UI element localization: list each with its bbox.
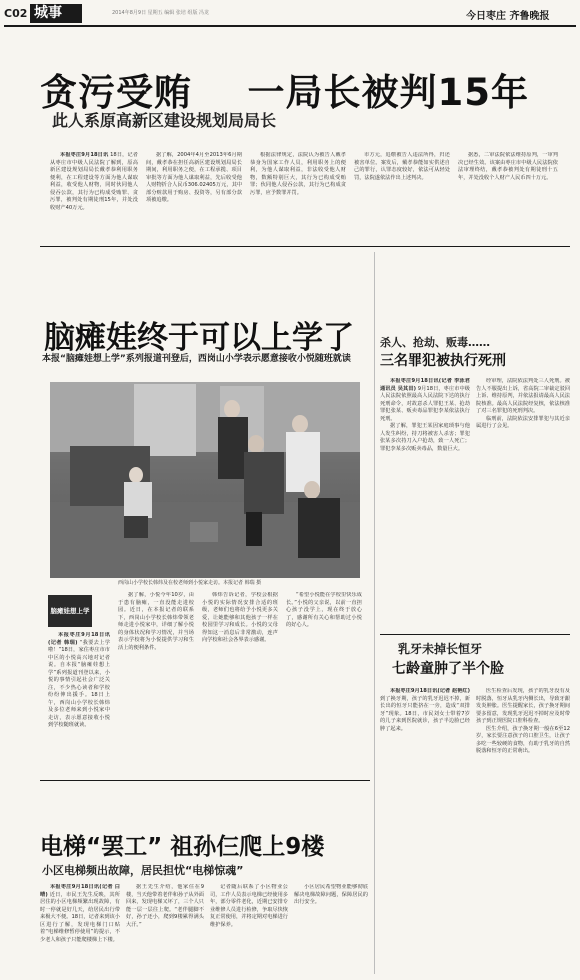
family-visit-photo [50, 382, 360, 578]
story2-text-2: 据了解，小悦今年10岁，由于患有脑瘫，一直没能走进校园。近日，在本报记者的联系下，西岗山小学校长韩炜带领老师走进小悦家中，详细了解小悦的身体状况和学习情况，并当场表示学校将为小悦提供学习和生活上的便利条件。 [118, 592, 194, 651]
story3-col-4 [294, 884, 368, 974]
story2-col-3 [202, 592, 278, 770]
story4-text-2: 据了解，罪犯王某因家庭琐事与他人发生纠纷，持刀将被害人杀害；罪犯张某多次持刀入户抢劫，致一人死亡；罪犯李某多次贩卖毒品，数量巨大。 [380, 423, 470, 452]
story5-col-1 [380, 688, 470, 974]
story1-headline: 贪污受贿 一局长被判15年 [40, 71, 530, 114]
story3-text-4: 小区居民希望物业能够彻底解决电梯故障问题，保障居民的出行安全。 [294, 884, 368, 905]
newspaper-brand: 今日枣庄 齐鲁晚报 [466, 11, 550, 22]
story3-text-3: 记者随后联系了小区物业公司，工作人员表示电梯已经使用多年，部分零件老化，近期已安排专业维修人员进行检修，争取尽快恢复正常使用，并将定期对电梯进行维护保养。 [210, 884, 288, 928]
story3-subhead: 小区电梯频出故障，居民担忧“电梯惊魂” [42, 864, 244, 877]
story3-col-2 [126, 884, 204, 974]
story2-text-3: 韩炜告诉记者，学校会根据小悦的实际情况安排合适的班级，老师们也将给予小悦更多关爱，让她能够和其他孩子一样在校园里学习和成长。小悦的父母得知这一消息后非常激动，连声向学校和社会各界表示感谢。 [202, 592, 278, 643]
story3-col-3 [210, 884, 288, 974]
story4-col-2 [476, 378, 570, 632]
story5-rule [380, 634, 570, 635]
story1-col-5 [458, 152, 558, 238]
story3-text-1: 近日，市民王先生反映，其所居住的小区电梯频繁出现故障，有时一停就是好几天，给居民出行带来极大不便。18日，记者来到该小区进行了解，发现电梯门口贴着“电梯维修暂停使用”的提示，不少老人和孩子只能爬楼梯上下楼。 [40, 891, 120, 943]
story1-text-1: 18日，记者从枣庄市中级人民法院了解到，原高新区建设规划局局长戴孝恭利用职务便利，在工程建设等方面为他人谋取利益，收受他人财物，同时伙同他人侵吞公款，其行为已构成受贿罪、贪污罪，被判处有期徒刑15年，并处没收财产40万元。 [50, 152, 138, 211]
story4-headline: 杀人、抢劫、贩毒…… [380, 336, 490, 349]
story5-subhead: 七龄童肿了半个脸 [392, 661, 504, 677]
story4-byline: 本报枣庄9月18日讯(记者 李泳君 通讯员 吴其田) [380, 378, 470, 392]
masthead-rule [4, 25, 576, 27]
story1-text-2: 据了解，2004年4月至2013年6月期间，戴孝恭在担任高新区建设规划局局长期间，利用职务之便，在工程承揽、项目审批等方面为他人谋取利益，先后收受他人财物折合人民币306.02405万元，其中部分赃款用于购房、投资等，另有部分款项被追缴。 [146, 152, 242, 203]
story1-text-5: 据悉，二审法院依法维持原判，一审判决已经生效。该案由枣庄市中级人民法院依法审理终结，戴孝恭被判处有期徒刑十五年，并处没收个人财产人民币四十万元。 [458, 152, 558, 181]
story2-text-4: “希望小悦能在学校里快乐成长。”小悦的父亲说，以前一直担心孩子没学上，现在终于放心了，感谢所有关心和帮助过小悦的好心人。 [286, 592, 362, 628]
story3-headline: 电梯“罢工” 祖孙仨爬上9楼 [40, 834, 325, 860]
column-separator [374, 252, 375, 974]
issue-meta: 2014年8月9日 星期五 编辑 张培 组版 冯龙 [112, 10, 210, 16]
story2-col-1 [48, 632, 110, 774]
story4-subhead: 三名罪犯被执行死刑 [380, 353, 506, 369]
story1-text-4: 市方元，追缴被告人违法所得，归还被害单位。案发后，戴孝恭能如实供述自己的罪行，认罪态度较好，依法可从轻处罚，法院遂依法作出上述判决。 [354, 152, 450, 181]
story5-headline: 乳牙未掉长恒牙 [398, 642, 483, 656]
story2-subhead: 本报“脑瘫娃想上学”系列报道刊登后，西岗山小学表示愿意接收小悦随班就读 [42, 354, 351, 364]
story1-col-4 [354, 152, 450, 238]
story3-rule [40, 780, 370, 781]
story1-col-3 [250, 152, 346, 238]
story4-text-4: 临刑前，法院依法安排罪犯与其近亲属进行了会见。 [476, 415, 570, 429]
story5-col-2 [476, 688, 570, 974]
story1-col-1 [50, 152, 138, 238]
story4-text-1: 9月18日，枣庄市中级人民法院依照最高人民法院下达的执行死刑命令，对故意杀人罪犯王某、抢劫罪犯张某、贩卖毒品罪犯李某依法执行死刑。 [380, 385, 470, 422]
story5-text-1: 到了换牙期，孩子的乳牙迟迟不掉，新长出的恒牙只能挤在一旁，造成“双排牙”现象。18日，市民刘女士带着7岁的儿子来到医院就诊，孩子半边脸已经肿了起来。 [380, 695, 470, 732]
series-logo: 脑瘫娃想上学 [48, 595, 92, 627]
story4-text-3: 经审理，法院依法判处三人死刑。被告人不服提出上诉，省高院二审裁定驳回上诉、维持原判，并依法报请最高人民法院核准。最高人民法院经复核，依法核准了对三名罪犯的死刑判决。 [476, 378, 570, 414]
story1-text-3: 根据法律规定，法院认为被告人戴孝恭身为国家工作人员，利用职务上的便利，为他人谋取利益，非法收受他人财物，数额特别巨大，其行为已构成受贿罪；伙同他人侵吞公款，其行为已构成贪污罪，应予数罪并罚。 [250, 152, 346, 196]
story1-byline: 本报枣庄9月18日讯 [60, 152, 109, 158]
story1-subhead: 此人系原高新区建设规划局局长 [52, 111, 277, 130]
story3-col-1 [40, 884, 120, 974]
story2-col-4 [286, 592, 362, 770]
section-label: 城事 [34, 5, 62, 21]
story5-text-2: 医生检查后发现，孩子的乳牙没有及时脱落，恒牙从乳牙内侧长出，导致牙龈发炎肿胀。医生提醒家长，孩子换牙期间要多留意，发现乳牙迟迟不掉时应及时带孩子到正规医院口腔科检查。 [476, 688, 570, 724]
page-number: C02 [4, 7, 28, 20]
story2-text-1: “我要去上学啦！”18日，家住枣庄市市中区的小悦高兴地对记者说。自本报“脑瘫娃想上学”系列报道刊登以来，小悦的事情引起社会广泛关注，不少热心读者和学校纷纷伸出援手。18日上午，西岗山小学校长韩炜及多位老师来到小悦家中走访，表示愿意接收小悦到学校随班就读。 [48, 639, 110, 728]
story3-byline: 本报枣庄9月18日讯(记者 白晴) [40, 884, 120, 898]
story2-byline: 本报枣庄9月18日讯(记者 韩瑞) [48, 632, 110, 646]
story1-col-2 [146, 152, 242, 238]
story2-photo [50, 382, 360, 578]
story2-photo-caption: 西岗山小学校长韩炜及在校老师到小悦家走访。本报记者 韩瑞 摄 [118, 580, 262, 586]
story5-text-3: 医生介绍，孩子换牙期一般在6至12岁，家长要注意孩子的口腔卫生，让孩子多吃一些较硬的食物，有助于乳牙的自然脱落和恒牙的正常萌出。 [476, 725, 570, 754]
story2-col-2 [118, 592, 194, 770]
story1-rule [40, 246, 570, 247]
story5-byline: 本报枣庄9月18日讯(记者 赵艳红) [390, 688, 470, 694]
story4-col-1 [380, 378, 470, 632]
story2-headline: 脑瘫娃终于可以上学了 [44, 320, 354, 356]
story3-text-2: 据王先生介绍，他家住在9楼，当天他带着老伴和孙子从外面回来，发现电梯又坏了，三个人只能一层一层往上爬。“老伴腿脚不好，孙子还小，爬到9楼累得满头大汗。” [126, 884, 204, 928]
